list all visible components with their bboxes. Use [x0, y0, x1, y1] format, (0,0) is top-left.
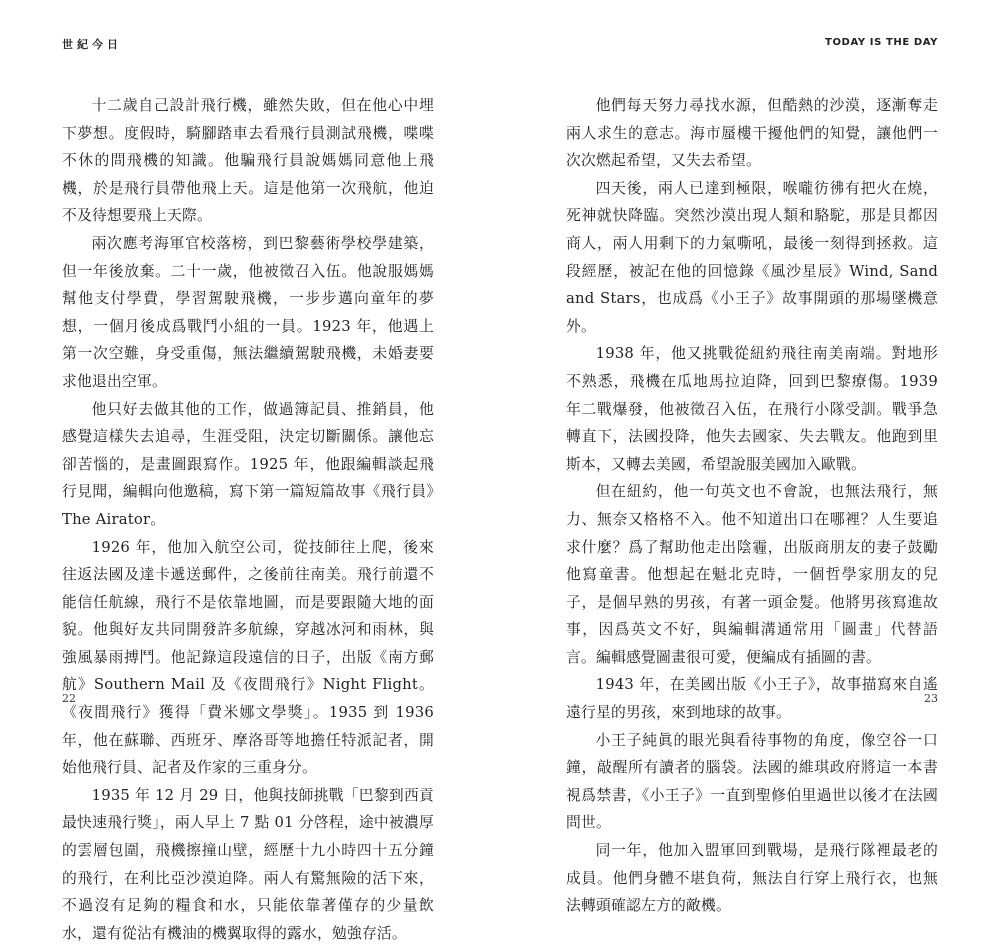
paragraph: 兩次應考海軍官校落榜，到巴黎藝術學校學建築，但一年後放棄。二十一歲，他被徵召入伍。他說服媽媽幫他支付學費，學習駕駛飛機，一步步邁向童年的夢想，一個月後成爲戰鬥小組的一員。1923 年，他遇上第一次空難，身受重傷，無法繼續駕駛飛機，未婚妻要求他退出空軍。 — [62, 234, 434, 390]
right-page-number: 23 — [924, 692, 938, 705]
left-page-body — [62, 92, 434, 947]
paragraph: 1935 年 12 月 29 日，他與技師挑戰「巴黎到西貢最快速飛行獎」，兩人早上 7 點 01 分啓程，途中被濃厚的雲層包圍，飛機擦撞山壁，經歷十九小時四十五分鐘的飛行，在利比亞沙漠迫降。兩人有驚無險的活下來，不過沒有足夠的糧食和水，只能依靠著僅存的少量飲水，還有從沾有機油的機翼取得的露水，勉強存活。 — [62, 786, 434, 942]
paragraph: 1943 年，在美國出版《小王子》，故事描寫來自遙遠行星的男孩，來到地球的故事。 — [566, 676, 938, 722]
running-header-series: TODAY IS THE DAY — [825, 37, 938, 48]
paragraph: 四天後，兩人已達到極限，喉嚨彷彿有把火在燒，死神就快降臨。突然沙漠出現人類和駱駝，那是貝都因商人，兩人用剩下的力氣嘶吼，最後一刻得到拯救。這段經歷，被記在他的回憶錄《風沙星辰》Wind, Sand and Stars，也成爲《小王子》故事開頭的那場墜機意外。 — [566, 179, 938, 335]
left-page-number: 22 — [62, 692, 76, 705]
paragraph: 小王子純眞的眼光與看待事物的角度，像空谷一口鐘，敲醒所有讀者的腦袋。法國的維琪政府將這一本書視爲禁書，《小王子》一直到聖修伯里過世以後才在法國問世。 — [566, 731, 938, 832]
paragraph: 但在紐約，他一句英文也不會說，也無法飛行，無力、無奈又格格不入。他不知道出口在哪裡？人生要追求什麼？爲了幫助他走出陰霾，出版商朋友的妻子鼓勵他寫童書。他想起在魁北克時，一個哲學家朋友的兒子，是個早熟的男孩，有著一頭金髮。他將男孩寫進故事，因爲英文不好，與編輯溝通常用「圖畫」代替語言。編輯感覺圖畫很可愛，便編成有插圖的書。 — [566, 483, 938, 666]
paragraph: 十二歲自己設計飛行機，雖然失敗，但在他心中埋下夢想。度假時，騎腳踏車去看飛行員測試飛機，喋喋不休的問飛機的知識。他騙飛行員說媽媽同意他上飛機，於是飛行員帶他飛上天。這是他第一次飛航，他迫不及待想要飛上天際。 — [62, 97, 434, 225]
paragraph: 1926 年，他加入航空公司，從技師往上爬，後來往返法國及達卡遞送郵件，之後前往南美。飛行前還不能信任航線，飛行不是依靠地圖，而是要跟隨大地的面貌。他與好友共同開發許多航線，穿越冰河和雨林，與強風暴雨搏鬥。他記錄這段遠信的日子，出版《南方郵航》Southern Mail 及《夜間飛行》Night Flight。《夜間飛行》獲得「費米娜文學獎」。1935 到 1936 年，他在蘇聯、西班牙、摩洛哥等地擔任特派記者，開始他飛行員、記者及作家的三重身分。 — [62, 538, 434, 777]
right-page-body — [566, 92, 938, 920]
paragraph: 同一年，他加入盟軍回到戰場，是飛行隊裡最老的成員。他們身體不堪負荷，無法自行穿上飛行衣，也無法轉頭確認左方的敵機。 — [566, 842, 938, 915]
paragraph: 他們每天努力尋找水源，但酷熱的沙漠，逐漸奪走兩人求生的意志。海市蜃樓干擾他們的知覺，讓他們一次次燃起希望，又失去希望。 — [566, 97, 938, 170]
running-header-title: 世紀今日 — [62, 38, 122, 51]
paragraph: 他只好去做其他的工作，做過簿記員、推銷員，他感覺這樣失去追尋，生涯受阻，決定切斷關係。讓他忘卻苦惱的，是畫圖跟寫作。1925 年，他跟編輯談起飛行見聞，編輯向他邀稿，寫下第一篇短篇故事《飛行員》The Airator。 — [62, 400, 434, 528]
paragraph: 1938 年，他又挑戰從紐約飛往南美南端。對地形不熟悉，飛機在瓜地馬拉迫降，回到巴黎療傷。1939 年二戰爆發，他被徵召入伍，在飛行小隊受訓。戰爭急轉直下，法國投降，他失去國家、失去戰友。他跑到里斯本，又轉去美國，希望說服美國加入歐戰。 — [566, 345, 938, 473]
